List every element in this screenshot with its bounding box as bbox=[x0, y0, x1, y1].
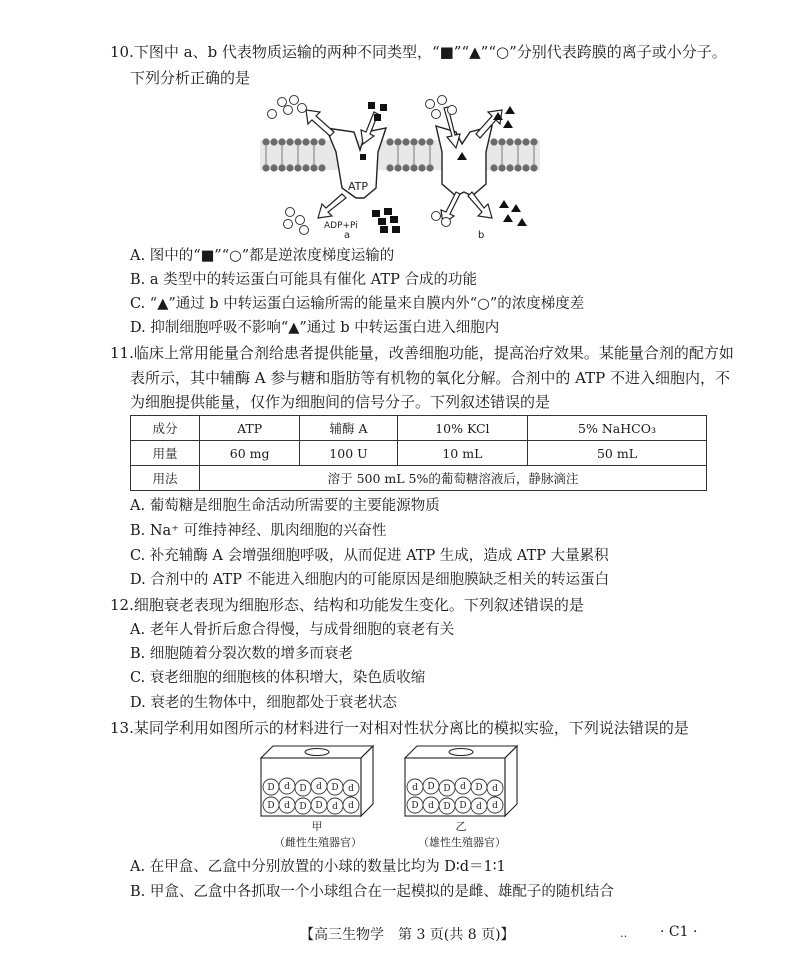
q11-option-b: B. Na⁺ 可维持神经、肌肉细胞的兴奋性 bbox=[130, 523, 387, 539]
ball-label: d bbox=[428, 801, 434, 811]
q12-option-a: A. 老年人骨折后愈合得慢，与成骨细胞的衰老有关 bbox=[130, 622, 455, 638]
page-footer: 【高三生物学 第 3 页(共 8 页)】 bbox=[300, 927, 515, 943]
q11-option-d: D. 合剂中的 ATP 不能进入细胞内的可能原因是细胞膜缺乏相关的转运蛋白 bbox=[130, 572, 610, 588]
table-cell: 100 U bbox=[300, 441, 397, 466]
ball-label: D bbox=[459, 801, 467, 811]
membrane-bilayer bbox=[260, 138, 540, 171]
label-type-b: b bbox=[478, 230, 485, 241]
ball-label: d bbox=[316, 782, 322, 792]
ball-label: D bbox=[267, 783, 275, 793]
ball-label: d bbox=[492, 784, 498, 794]
label-atp: ATP bbox=[348, 180, 369, 193]
table-cell: 用量 bbox=[131, 441, 200, 466]
label-type-a: a bbox=[344, 230, 351, 241]
table-row bbox=[131, 466, 707, 491]
q12-option-d: D. 衰老的生物体中，细胞都处于衰老状态 bbox=[130, 695, 397, 711]
ball-label: d bbox=[284, 782, 290, 792]
ball-label: D bbox=[443, 802, 451, 812]
q11-option-a: A. 葡萄糖是细胞生命活动所需要的主要能源物质 bbox=[130, 498, 440, 514]
box-yi-label: 乙 bbox=[455, 820, 467, 832]
table-cell: 5% NaHCO₃ bbox=[528, 416, 707, 441]
table-cell: 用法 bbox=[131, 466, 200, 491]
ball-label: D bbox=[443, 784, 451, 794]
table-cell: 50 mL bbox=[528, 441, 707, 466]
q12-stem: 12.细胞衰老表现为细胞形态、结构和功能发生变化。下列叙述错误的是 bbox=[110, 596, 584, 614]
ball-label: d bbox=[476, 802, 482, 812]
ball-label: D bbox=[299, 802, 307, 812]
q10-option-b: B. a 类型中的转运蛋白可能具有催化 ATP 合成的功能 bbox=[130, 272, 477, 288]
ball-label: d bbox=[492, 801, 498, 811]
table-cell: 10% KCl bbox=[397, 416, 527, 441]
ball-label: D bbox=[267, 801, 275, 811]
q10-option-a: A. 图中的“■”“○”都是逆浓度梯度运输的 bbox=[130, 248, 395, 264]
table-cell: 60 mg bbox=[200, 441, 300, 466]
ball-label: D bbox=[475, 783, 483, 793]
table-cell: 辅酶 A bbox=[300, 416, 397, 441]
energy-mixture-table bbox=[130, 415, 707, 491]
q12-option-b: B. 细胞随着分裂次数的增多而衰老 bbox=[130, 646, 353, 662]
footer-code: · C1 · bbox=[660, 924, 698, 940]
box-jia-label: 甲 bbox=[311, 820, 323, 832]
box-jia-caption: （雌性生殖器官） bbox=[274, 836, 362, 849]
arrow-b-down2-icon bbox=[468, 192, 492, 218]
ball-label: d bbox=[332, 802, 338, 812]
q11-stem-line3: 为细胞提供能量，仅作为细胞间的信号分子。下列叙述错误的是 bbox=[130, 393, 551, 411]
table-cell: 溶于 500 mL 5%的葡萄糖溶液后，静脉滴注 bbox=[200, 466, 707, 491]
arrow-a-down-icon bbox=[318, 194, 346, 218]
ball-label: D bbox=[315, 801, 323, 811]
q13-option-a: A. 在甲盒、乙盒中分别放置的小球的数量比均为 D∶d＝1∶1 bbox=[130, 859, 506, 875]
q13-option-b: B. 甲盒、乙盒中各抓取一个小球组合在一起模拟的是雌、雄配子的随机结合 bbox=[130, 884, 614, 900]
label-adp-pi: ADP+Pi bbox=[324, 221, 358, 231]
q11-stem-line1: 11.临床上常用能量合剂给患者提供能量，改善细胞功能，提高治疗效果。某能量合剂的配方如 bbox=[110, 344, 734, 362]
table-cell: ATP bbox=[200, 416, 300, 441]
table-cell: 10 mL bbox=[397, 441, 527, 466]
ball-label: D bbox=[411, 801, 419, 811]
table-cell: 成分 bbox=[131, 416, 200, 441]
ball-label: d bbox=[460, 782, 466, 792]
q11-option-c: C. 补充辅酶 A 会增强细胞呼吸，从而促进 ATP 生成，造成 ATP 大量累积 bbox=[130, 548, 609, 564]
q12-option-c: C. 衰老细胞的细胞核的体积增大，染色质收缩 bbox=[130, 670, 426, 686]
q10-stem-line1: 10.下图中 a、b 代表物质运输的两种不同类型，“■”“▲”“○”分别代表跨膜的离子或小分子。 bbox=[110, 43, 727, 61]
q10-option-c: C. “▲”通过 b 中转运蛋白运输所需的能量来自膜内外“○”的浓度梯度差 bbox=[130, 296, 585, 312]
q11-stem-line2: 表所示，其中辅酶 A 参与糖和脂肪等有机物的氧化分解。合剂中的 ATP 不进入细胞内，不 bbox=[130, 369, 731, 387]
table-row bbox=[131, 416, 707, 441]
q13-ball-box-figure bbox=[255, 740, 520, 832]
ball-label: D bbox=[299, 784, 307, 794]
box-yi-caption: （雄性生殖器官） bbox=[418, 836, 506, 849]
transporter-b bbox=[436, 126, 492, 196]
arrow-a-out-icon bbox=[306, 110, 334, 136]
ball-label: D bbox=[427, 782, 435, 792]
ball-label: d bbox=[348, 784, 354, 794]
ball-label: d bbox=[284, 801, 290, 811]
q10-stem-line2: 下列分析正确的是 bbox=[130, 69, 251, 87]
ball-label: d bbox=[412, 783, 418, 793]
table-row bbox=[131, 441, 707, 466]
q10-option-d: D. 抑制细胞呼吸不影响“▲”通过 b 中转运蛋白进入细胞内 bbox=[130, 320, 500, 336]
ball-label: d bbox=[348, 801, 354, 811]
q10-membrane-figure bbox=[260, 92, 540, 242]
ball-label: D bbox=[331, 783, 339, 793]
q13-stem: 13.某同学利用如图所示的材料进行一对相对性状分离比的模拟实验，下列说法错误的是 bbox=[110, 719, 689, 737]
footer-mark: ‥ bbox=[620, 927, 628, 940]
